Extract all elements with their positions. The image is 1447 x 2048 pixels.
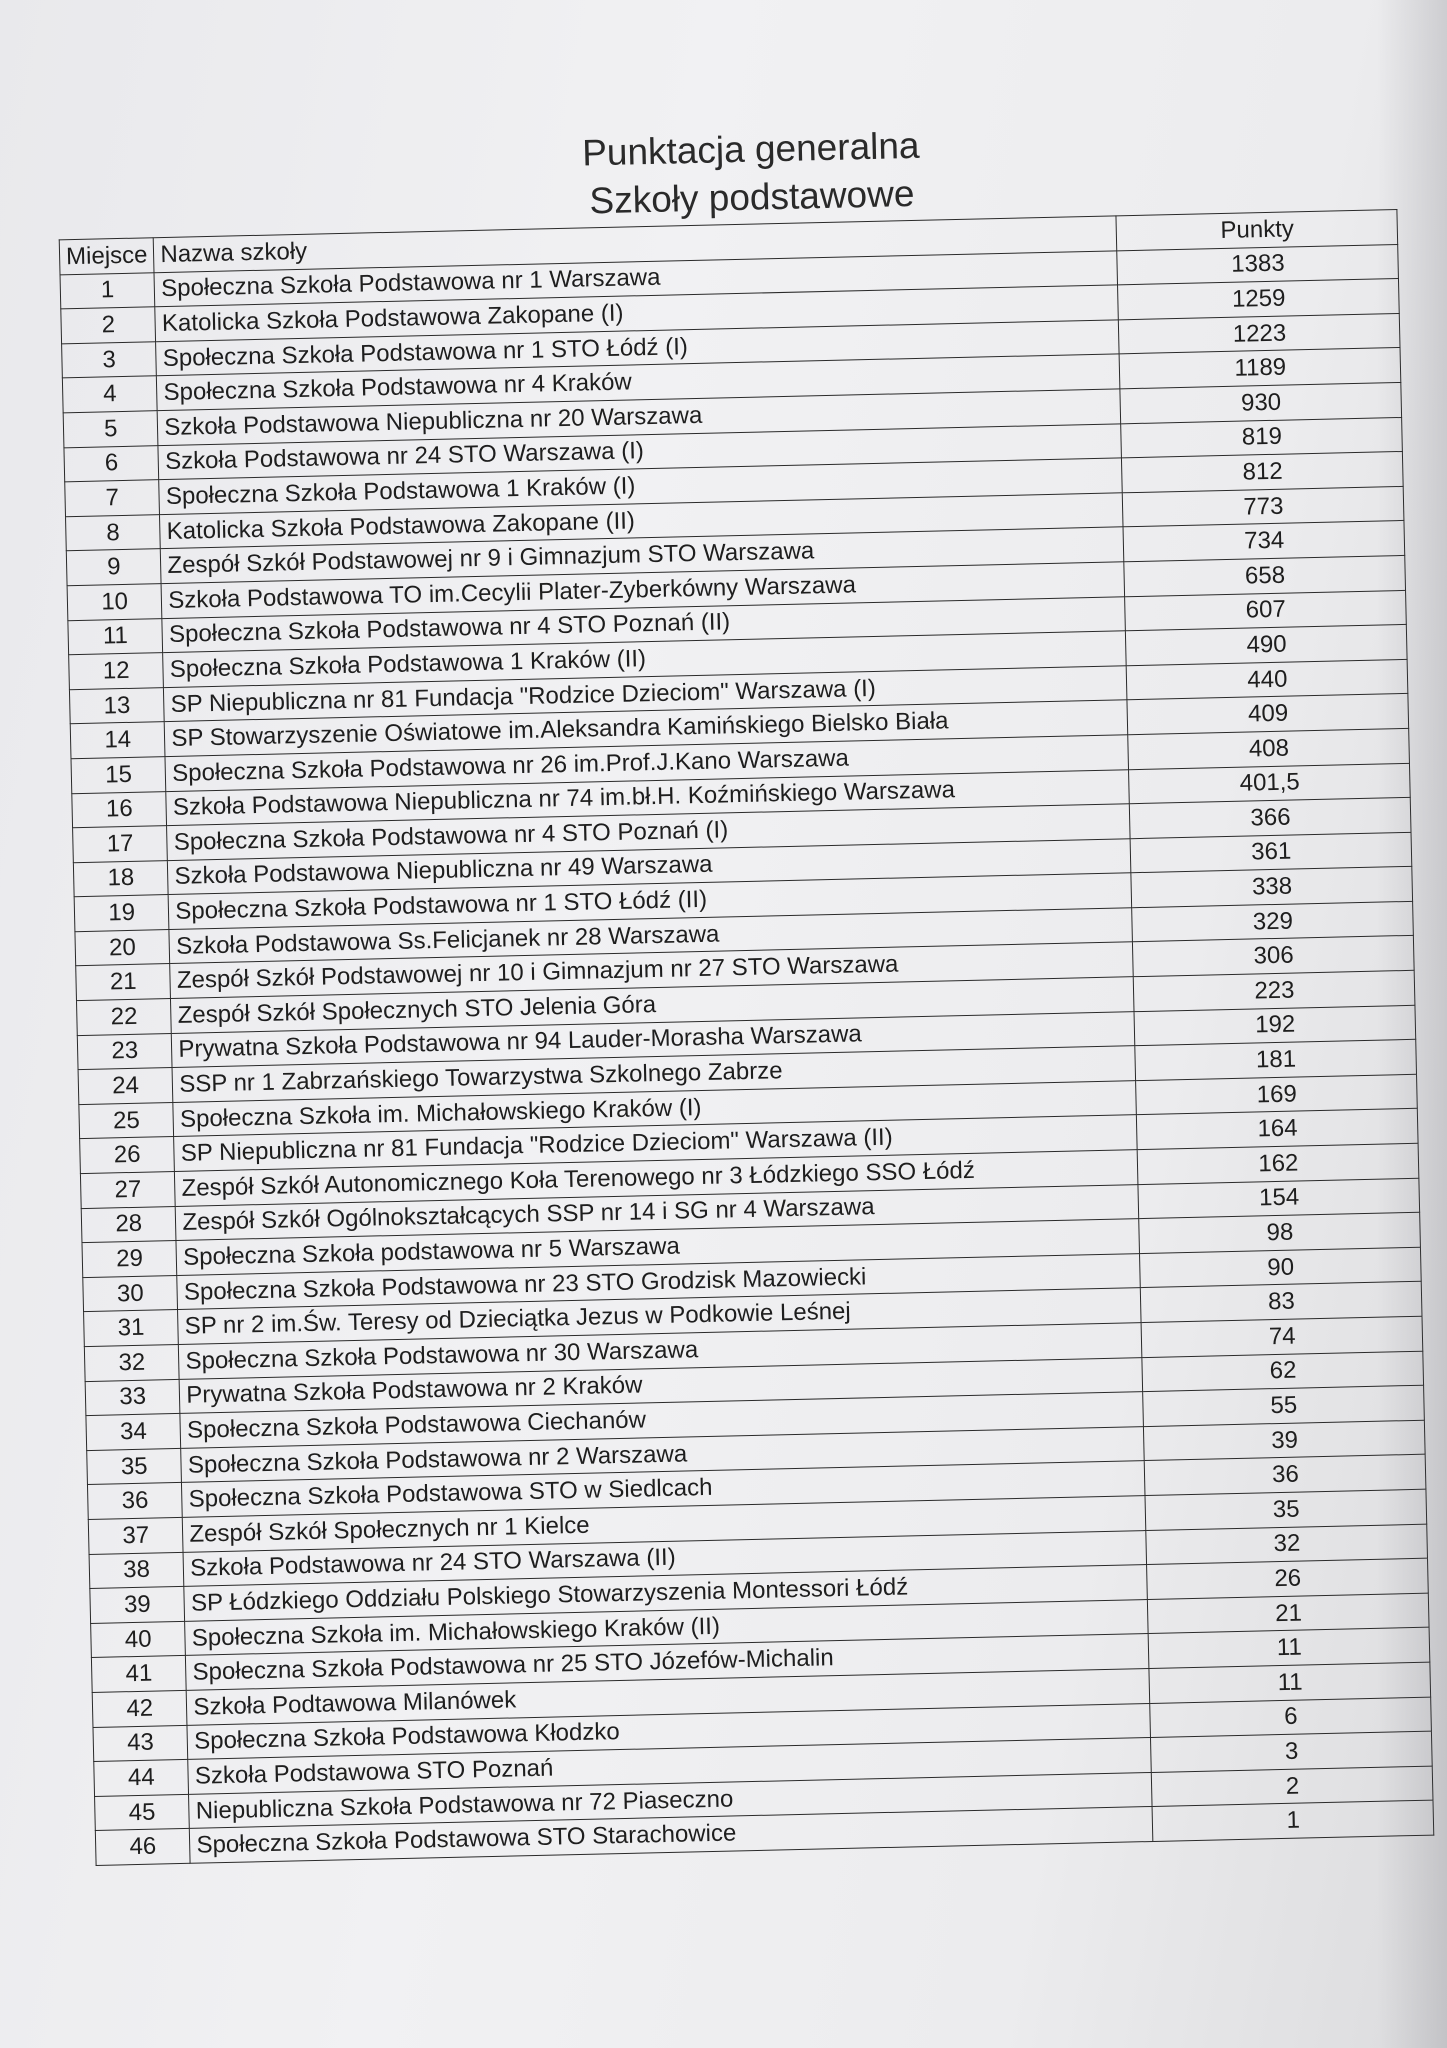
document-title: Punktacja generalna: [581, 124, 920, 174]
row-points: 2: [1152, 1766, 1434, 1807]
row-points: 32: [1146, 1524, 1428, 1565]
document-content: [30, 89, 1410, 1861]
row-school-name: Zespół Szkół Podstawowej nr 9 i Gimnazjum STO Warszawa: [161, 527, 1125, 583]
row-points: 1223: [1119, 313, 1401, 354]
row-school-name: Szkoła Podstawowa Niepubliczna nr 49 Warszawa: [168, 838, 1132, 894]
row-school-name: Społeczna Szkoła im. Michałowskiego Kraków (I): [173, 1081, 1137, 1137]
row-place: 30: [83, 1275, 178, 1312]
row-school-name: SP Niepubliczna nr 81 Fundacja "Rodzice Dzieciom" Warszawa (II): [174, 1115, 1138, 1171]
row-place: 40: [91, 1621, 186, 1658]
row-place: 18: [73, 860, 168, 897]
row-place: 13: [69, 687, 164, 724]
row-points: 181: [1135, 1040, 1417, 1081]
row-points: 306: [1133, 936, 1415, 977]
row-points: 401,5: [1129, 763, 1411, 804]
row-points: 36: [1145, 1455, 1427, 1496]
row-place: 37: [88, 1517, 183, 1554]
row-school-name: Społeczna Szkoła Podstawowa STO Starachowice: [190, 1807, 1154, 1863]
row-place: 28: [81, 1206, 176, 1243]
row-points: 223: [1134, 970, 1416, 1011]
row-place: 7: [65, 480, 160, 517]
row-points: 39: [1144, 1420, 1426, 1461]
row-place: 33: [85, 1379, 180, 1416]
row-place: 20: [75, 929, 170, 966]
row-school-name: Zespół Szkół Społecznych nr 1 Kielce: [183, 1496, 1147, 1552]
row-place: 14: [70, 722, 165, 759]
row-school-name: Zespół Szkół Społecznych STO Jelenia Góra: [171, 977, 1135, 1033]
ranking-table: [59, 209, 1435, 1866]
row-school-name: Społeczna Szkoła Podstawowa nr 1 Warszawa: [154, 250, 1118, 306]
row-school-name: Szkoła Podstawowa TO im.Cecylii Plater-Zyberkówny Warszawa: [161, 562, 1125, 618]
row-school-name: Prywatna Szkoła Podstawowa nr 94 Lauder-Morasha Warszawa: [172, 1011, 1136, 1067]
row-school-name: Katolicka Szkoła Podstawowa Zakopane (I): [155, 285, 1119, 341]
row-points: 74: [1141, 1316, 1423, 1357]
row-school-name: Społeczna Szkoła Podstawowa nr 4 STO Poznań (II): [162, 596, 1126, 652]
row-points: 55: [1143, 1385, 1425, 1426]
row-school-name: Społeczna Szkoła Podstawowa nr 1 STO Łódź (I): [156, 320, 1120, 376]
row-place: 6: [64, 445, 159, 482]
row-school-name: Szkoła Podstawowa nr 24 STO Warszawa (II): [183, 1530, 1147, 1586]
row-school-name: Prywatna Szkoła Podstawowa nr 2 Kraków: [179, 1357, 1143, 1413]
row-school-name: Niepubliczna Szkoła Podstawowa nr 72 Piaseczno: [189, 1772, 1153, 1828]
row-place: 2: [61, 307, 156, 344]
row-points: 329: [1132, 901, 1414, 942]
row-school-name: Szkoła Podstawowa STO Poznań: [188, 1738, 1152, 1794]
row-points: 26: [1147, 1558, 1429, 1599]
row-place: 42: [92, 1690, 187, 1727]
row-points: 169: [1136, 1074, 1418, 1115]
header-place: Miejsce: [59, 238, 154, 275]
row-school-name: Społeczna Szkoła Podstawowa nr 26 im.Prof.J.Kano Warszawa: [165, 735, 1129, 791]
row-place: 39: [90, 1587, 185, 1624]
row-school-name: Społeczna Szkoła Podstawowa 1 Kraków (II): [163, 631, 1127, 687]
row-place: 45: [95, 1794, 190, 1831]
row-place: 12: [69, 653, 164, 690]
row-points: 490: [1126, 625, 1408, 666]
row-school-name: Społeczna Szkoła Podstawowa nr 4 Kraków: [157, 354, 1121, 410]
row-place: 24: [78, 1068, 173, 1105]
row-place: 21: [76, 964, 171, 1001]
row-points: 11: [1149, 1662, 1431, 1703]
row-place: 38: [89, 1552, 184, 1589]
row-place: 41: [91, 1656, 186, 1693]
row-points: 6: [1150, 1697, 1432, 1738]
row-school-name: Społeczna Szkoła Podstawowa STO w Siedlcach: [182, 1461, 1146, 1517]
row-school-name: Społeczna Szkoła Podstawowa Ciechanów: [180, 1392, 1144, 1448]
row-place: 25: [79, 1102, 174, 1139]
row-points: 90: [1140, 1247, 1422, 1288]
row-place: 11: [68, 618, 163, 655]
row-place: 31: [84, 1310, 179, 1347]
row-place: 16: [72, 791, 167, 828]
row-points: 1383: [1117, 244, 1399, 285]
row-points: 98: [1139, 1212, 1421, 1253]
row-points: 819: [1121, 417, 1403, 458]
row-place: 27: [80, 1172, 175, 1209]
row-school-name: Społeczna Szkoła Podstawowa nr 23 STO Grodzisk Mazowiecki: [177, 1253, 1141, 1309]
row-place: 15: [71, 756, 166, 793]
table-body: [60, 244, 1434, 1865]
row-points: 338: [1131, 867, 1413, 908]
row-points: 1: [1152, 1800, 1434, 1841]
row-place: 36: [87, 1483, 182, 1520]
row-school-name: Społeczna Szkoła Podstawowa nr 2 Warszawa: [181, 1426, 1145, 1482]
row-school-name: Społeczna Szkoła Podstawowa nr 4 STO Poznań (I): [167, 804, 1131, 860]
row-school-name: SP nr 2 im.Św. Teresy od Dzieciątka Jezus w Podkowie Leśnej: [178, 1288, 1142, 1344]
document-subtitle: Szkoły podstawowe: [589, 172, 915, 222]
row-place: 3: [62, 341, 157, 378]
row-place: 17: [73, 826, 168, 863]
row-place: 29: [82, 1241, 177, 1278]
row-school-name: Zespół Szkół Podstawowej nr 10 i Gimnazjum nr 27 STO Warszawa: [170, 942, 1134, 998]
row-place: 22: [76, 999, 171, 1036]
header-points: Punkty: [1116, 210, 1398, 251]
row-place: 8: [66, 514, 161, 551]
row-school-name: SP Niepubliczna nr 81 Fundacja "Rodzice Dzieciom" Warszawa (I): [164, 665, 1128, 721]
row-points: 734: [1123, 521, 1405, 562]
row-points: 1189: [1119, 348, 1401, 389]
row-place: 26: [80, 1137, 175, 1174]
row-points: 162: [1138, 1143, 1420, 1184]
row-points: 409: [1127, 694, 1409, 735]
row-points: 366: [1130, 797, 1412, 838]
row-place: 23: [77, 1033, 172, 1070]
row-school-name: Zespół Szkół Autonomicznego Koła Terenowego nr 3 Łódzkiego SSO Łódź: [175, 1150, 1139, 1206]
row-place: 34: [86, 1414, 181, 1451]
row-school-name: Społeczna Szkoła Podstawowa 1 Kraków (I): [159, 458, 1123, 514]
row-points: 812: [1122, 452, 1404, 493]
row-points: 773: [1123, 486, 1405, 527]
row-place: 43: [93, 1725, 188, 1762]
row-school-name: Zespół Szkół Ogólnokształcących SSP nr 14 i SG nr 4 Warszawa: [176, 1184, 1140, 1240]
row-points: 83: [1141, 1282, 1423, 1323]
row-points: 440: [1127, 659, 1409, 700]
row-points: 154: [1138, 1178, 1420, 1219]
row-school-name: Społeczna Szkoła Podstawowa Kłodzko: [187, 1703, 1151, 1759]
row-points: 62: [1142, 1351, 1424, 1392]
row-place: 5: [63, 411, 158, 448]
row-points: 1259: [1118, 279, 1400, 320]
row-place: 35: [87, 1448, 182, 1485]
row-points: 3: [1151, 1731, 1433, 1772]
row-points: 21: [1148, 1593, 1430, 1634]
row-place: 32: [84, 1344, 179, 1381]
row-school-name: Społeczna Szkoła Podstawowa nr 30 Warszawa: [179, 1323, 1143, 1379]
row-points: 408: [1128, 728, 1410, 769]
row-points: 607: [1125, 590, 1407, 631]
row-place: 1: [60, 272, 155, 309]
row-school-name: Katolicka Szkoła Podstawowa Zakopane (II): [160, 493, 1124, 549]
row-place: 4: [62, 376, 157, 413]
header-name: Nazwa szkoły: [154, 216, 1118, 272]
row-school-name: Szkoła Podstawowa Ss.Felicjanek nr 28 Warszawa: [169, 908, 1133, 964]
row-points: 930: [1120, 382, 1402, 423]
row-school-name: Szkoła Podstawowa nr 24 STO Warszawa (I): [158, 423, 1122, 479]
row-points: 11: [1148, 1627, 1430, 1668]
row-school-name: SP Stowarzyszenie Oświatowe im.Aleksandra Kamińskiego Bielsko Biała: [165, 700, 1129, 756]
row-school-name: Społeczna Szkoła Podstawowa nr 1 STO Łódź (II): [168, 873, 1132, 929]
row-school-name: Społeczna Szkoła Podstawowa nr 25 STO Józefów-Michalin: [186, 1634, 1150, 1690]
row-points: 361: [1130, 832, 1412, 873]
row-points: 658: [1124, 555, 1406, 596]
row-school-name: SP Łódzkiego Oddziału Polskiego Stowarzyszenia Montessori Łódź: [184, 1565, 1148, 1621]
row-school-name: SSP nr 1 Zabrzańskiego Towarzystwa Szkolnego Zabrze: [172, 1046, 1136, 1102]
row-school-name: Społeczna Szkoła im. Michałowskiego Kraków (II): [185, 1599, 1149, 1655]
row-place: 10: [67, 584, 162, 621]
row-school-name: Szkoła Podstawowa Niepubliczna nr 20 Warszawa: [157, 389, 1121, 445]
row-school-name: Społeczna Szkoła podstawowa nr 5 Warszawa: [176, 1219, 1140, 1275]
row-place: 9: [66, 549, 161, 586]
row-school-name: Szkoła Podstawowa Niepubliczna nr 74 im.bł.H. Koźmińskiego Warszawa: [166, 769, 1130, 825]
row-school-name: Szkoła Podtawowa Milanówek: [187, 1668, 1151, 1724]
row-place: 19: [74, 895, 169, 932]
row-points: 192: [1134, 1005, 1416, 1046]
row-points: 164: [1137, 1109, 1419, 1150]
row-place: 44: [94, 1759, 189, 1796]
row-place: 46: [95, 1829, 190, 1866]
row-points: 35: [1145, 1489, 1427, 1530]
